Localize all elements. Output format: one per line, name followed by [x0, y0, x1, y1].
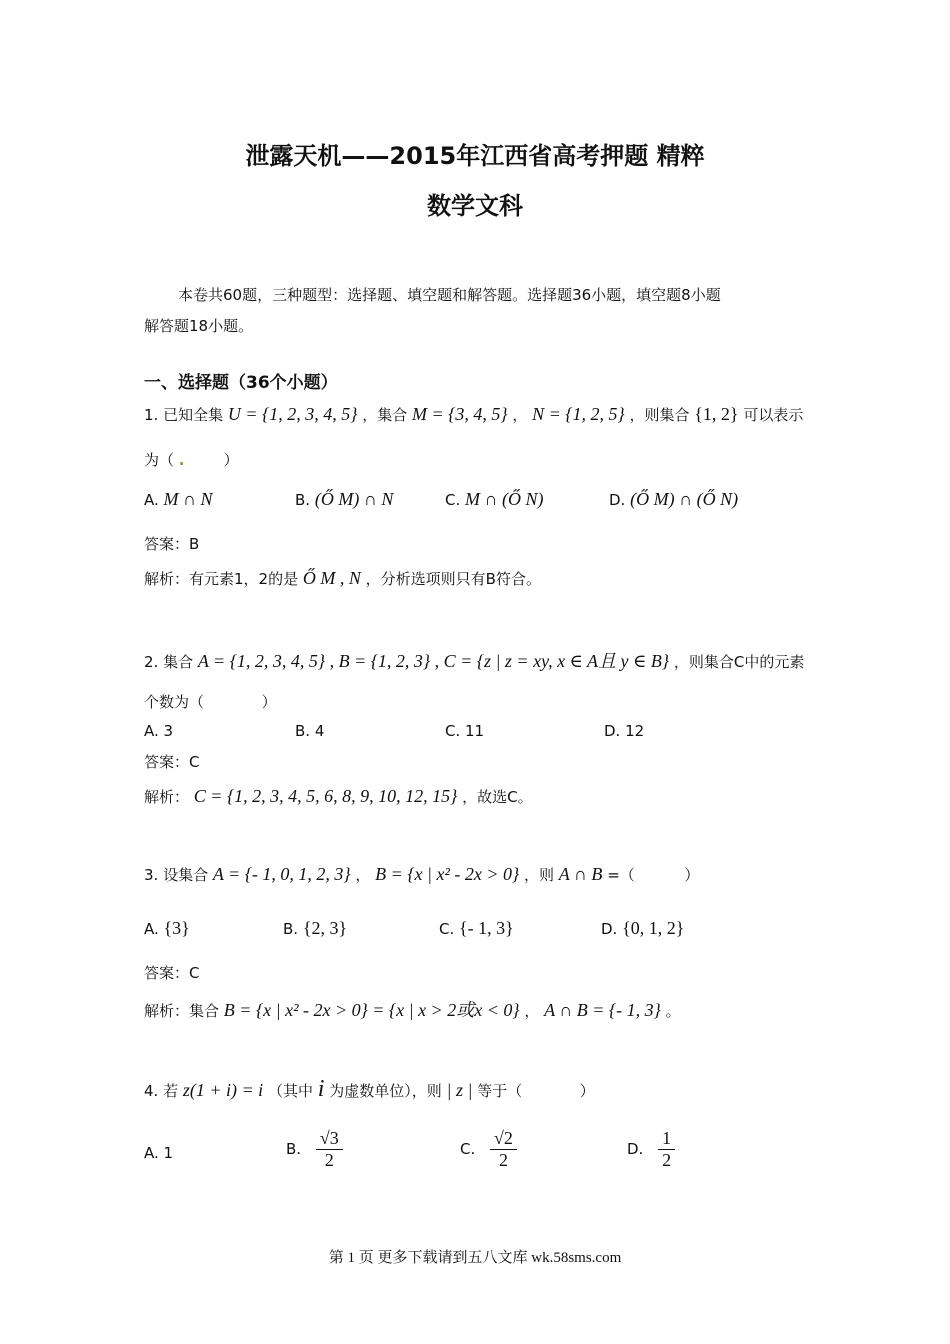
q4-option-b — [286, 1128, 343, 1171]
q1-analysis-b: ，分析选项则只有B符合。 — [365, 570, 541, 588]
q2-stem-line1 — [144, 647, 804, 673]
page-subtitle: 数学文科 — [427, 192, 523, 220]
q4-opt-d-label: D. — [627, 1140, 644, 1158]
q1-mid2: ，则集合 — [629, 406, 690, 424]
q1-analysis-a: 解析：有元素1，2的是 — [144, 570, 299, 588]
q1-sep: ， — [512, 406, 528, 424]
q3-analysis-a: 解析：集合 — [144, 1002, 220, 1020]
q4-opt-c-fraction — [490, 1128, 517, 1171]
q3-opt-c-label: C. — [439, 920, 455, 938]
q4-opt-c-den: 2 — [498, 1150, 508, 1170]
q2-stem-c: 个数为（ — [144, 693, 205, 711]
q4-opt-b-den: 2 — [324, 1150, 334, 1170]
q4-stem-e: ） — [579, 1082, 595, 1100]
q4-stem-c: 为虚数单位），则 — [329, 1082, 442, 1100]
q1-set-n: N = {1, 2, 5} — [532, 404, 625, 424]
q2-analysis-b: ，故选C。 — [462, 788, 533, 806]
q2-answer: 答案：C — [144, 753, 200, 771]
q1-answer: 答案：B — [144, 535, 200, 553]
q2-option-c: C. 11 — [445, 722, 485, 740]
q1-set-m: M = {3, 4, 5} — [412, 404, 508, 424]
q1-blank: . — [178, 451, 185, 469]
q4-absz: | z | — [446, 1080, 473, 1100]
q4-opt-d-fraction — [658, 1128, 675, 1171]
intro-line-1: 本卷共60题，三种题型：选择题、填空题和解答题。选择题36小题，填空题8小题 — [178, 286, 721, 304]
q3-option-a — [144, 918, 190, 939]
q1-stem-b: 可以表示 — [743, 406, 804, 424]
q3-option-c — [439, 918, 514, 939]
q3-stem-d: ） — [684, 866, 700, 884]
q4-option-d — [627, 1128, 675, 1171]
q3-opt-a-label: A. — [144, 920, 159, 938]
q1-analysis — [144, 568, 541, 589]
q2-expr: A = {1, 2, 3, 4, 5} , B = {1, 2, 3} , C = {z | z = xy, x ∈ A且 y ∈ B} — [197, 651, 670, 671]
q1-opt-d-label: D. — [609, 491, 626, 509]
q4-opt-c-num: √2 — [490, 1128, 517, 1150]
q3-ab: A ∩ B — [558, 864, 603, 884]
q1-option-c — [445, 489, 544, 510]
q4-opt-d-num: 1 — [658, 1128, 675, 1150]
q2-option-d: D. 12 — [604, 722, 645, 740]
q1-set-u: U = {1, 2, 3, 4, 5} — [227, 404, 358, 424]
q4-stem-a: 4. 若 — [144, 1082, 179, 1100]
q1-opt-d: (Ő M) ∩ (Ő N) — [630, 489, 739, 509]
q2-stem-a: 2. 集合 — [144, 653, 194, 671]
q3-analysis-m2: A ∩ B = {- 1, 3} — [544, 1000, 661, 1020]
q2-stem-b: ，则集合C中的元素 — [673, 653, 805, 671]
q4-stem — [144, 1076, 595, 1103]
q2-analysis — [144, 786, 533, 807]
q4-stem-d: 等于（ — [477, 1082, 523, 1100]
q3-set-a: A = {- 1, 0, 1, 2, 3} — [212, 864, 351, 884]
q1-opt-c-label: C. — [445, 491, 461, 509]
q1-stem-line2 — [144, 449, 239, 470]
q4-opt-b-label: B. — [286, 1140, 302, 1158]
q2-option-b: B. 4 — [295, 722, 325, 740]
q1-stem-line1 — [144, 404, 803, 425]
q4-opt-c-label: C. — [460, 1140, 476, 1158]
intro-line-2: 解答题18小题。 — [144, 317, 254, 335]
q3-opt-b-label: B. — [283, 920, 299, 938]
q1-analysis-m: Ő M , N — [302, 568, 361, 588]
q1-opt-b: (Ő M) ∩ N — [314, 489, 394, 509]
q1-opt-c: M ∩ (Ő N) — [465, 489, 544, 509]
q3-opt-b: {2, 3} — [302, 918, 348, 938]
q3-option-b — [283, 918, 347, 939]
q3-analysis-m: B = {x | x² - 2x > 0} = {x | x > 2或x < 0} — [223, 1000, 520, 1020]
q3-analysis-b: 。 — [665, 1002, 681, 1020]
q4-stem-b: （其中 — [267, 1082, 313, 1100]
q2-stem-d: ） — [261, 693, 277, 711]
q3-stem-b: =（ — [607, 866, 635, 884]
q4-expr: z(1 + i) = i — [182, 1080, 264, 1100]
q1-opt-b-label: B. — [295, 491, 311, 509]
q2-option-a: A. 3 — [144, 722, 174, 740]
q1-set-12: {1, 2} — [694, 404, 739, 424]
page-footer: 第 1 页 更多下载请到五八文库 wk.58sms.com — [328, 1250, 622, 1266]
q4-opt-b-num: √3 — [316, 1128, 343, 1150]
q1-option-a — [144, 489, 213, 510]
q3-sep: ， — [355, 866, 371, 884]
q4-option-a: A. 1 — [144, 1144, 174, 1162]
q3-analysis-sep: ， — [524, 1002, 540, 1020]
q3-option-d — [601, 918, 684, 939]
q3-opt-d: {0, 1, 2} — [622, 918, 685, 938]
q1-opt-a: M ∩ N — [163, 489, 213, 509]
q3-set-b: B = {x | x² - 2x > 0} — [375, 864, 520, 884]
q2-analysis-m: C = {1, 2, 3, 4, 5, 6, 8, 9, 10, 12, 15} — [193, 786, 458, 806]
q3-opt-a: {3} — [163, 918, 190, 938]
q3-analysis — [144, 996, 681, 1022]
q3-stem-a: 3. 设集合 — [144, 866, 209, 884]
q3-answer: 答案：C — [144, 964, 200, 982]
q1-stem-c: 为（ — [144, 451, 175, 469]
q3-opt-c: {- 1, 3} — [459, 918, 514, 938]
q1-option-b — [295, 489, 393, 510]
q1-stem-d: ） — [223, 451, 239, 469]
page-title: 泄露天机——2015年江西省高考押题 精粹 — [245, 142, 705, 170]
q4-opt-b-fraction — [316, 1128, 343, 1171]
q1-stem-a: 1. 已知全集 — [144, 406, 224, 424]
q1-opt-a-label: A. — [144, 491, 159, 509]
q1-mid1: ，集合 — [362, 406, 408, 424]
q4-imag-unit: i — [317, 1076, 325, 1102]
q3-stem — [144, 864, 699, 885]
q1-option-d — [609, 489, 738, 510]
q4-option-c — [460, 1128, 517, 1171]
q2-stem-line2 — [144, 691, 277, 712]
q2-analysis-a: 解析： — [144, 788, 190, 806]
section-heading: 一、选择题（36个小题） — [144, 373, 338, 393]
q3-mid: ，则 — [523, 866, 554, 884]
q3-opt-d-label: D. — [601, 920, 618, 938]
q4-opt-d-den: 2 — [662, 1150, 672, 1170]
